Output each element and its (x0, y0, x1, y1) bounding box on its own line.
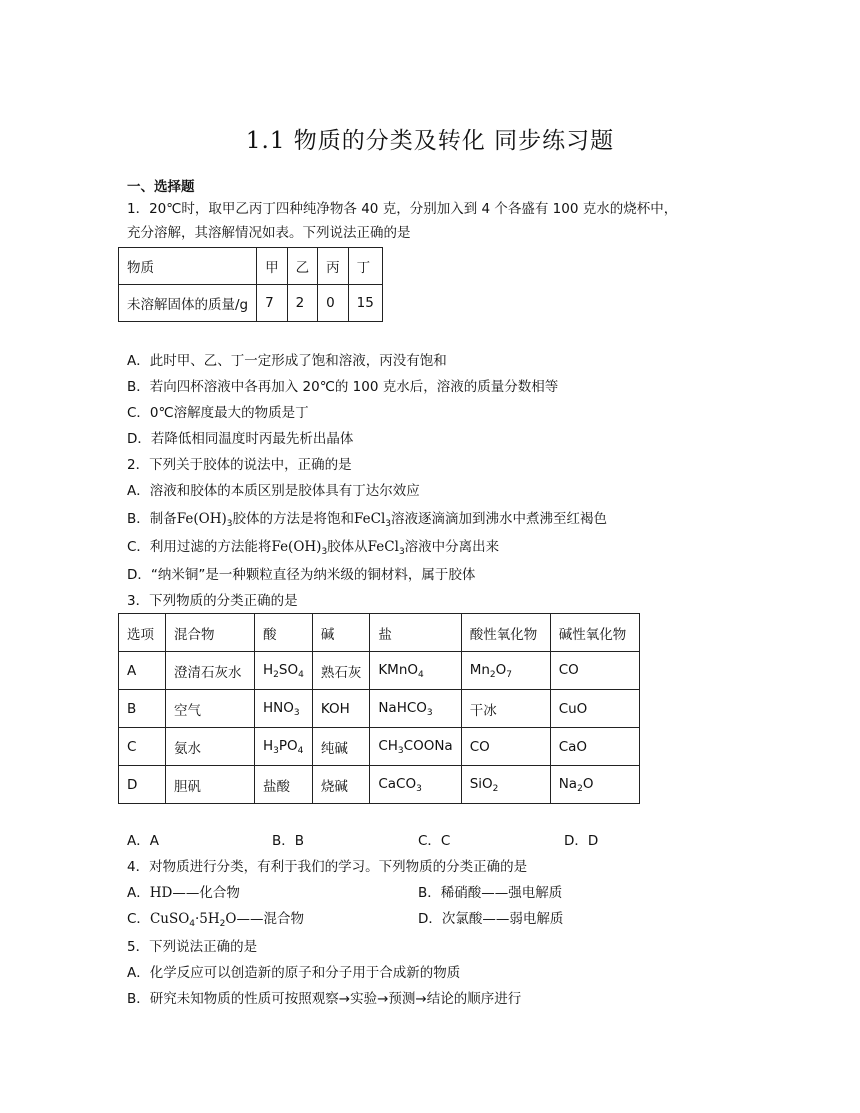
formula: Fe(OH) (176, 511, 227, 527)
table-cell: 干冰 (461, 690, 550, 728)
section-heading: 一、选择题 (127, 179, 195, 195)
table-cell: 未溶解固体的质量/g (119, 285, 257, 322)
table-cell: 物质 (119, 248, 257, 285)
table-cell: $H_2SO_4$ (255, 652, 313, 690)
q3-table (118, 613, 640, 804)
subscript: 3 (321, 547, 328, 557)
table-cell: KMnO$_4$ (370, 652, 461, 690)
q3-option-a: A．A (127, 833, 159, 849)
table-row (119, 285, 383, 322)
table-row (119, 248, 383, 285)
text-fragment: B．制备 (127, 511, 177, 527)
table-cell: 胆矾 (166, 766, 255, 804)
table-cell: 烧碱 (312, 766, 370, 804)
q3-option-d: D．D (564, 833, 599, 849)
q2-stem: 2．下列关于胶体的说法中，正确的是 (127, 457, 352, 473)
table-cell: 丙 (318, 248, 349, 285)
table-cell: 空气 (166, 690, 255, 728)
q2-option-d: D．“纳米铜”是一种颗粒直径为纳米级的铜材料，属于胶体 (127, 567, 476, 583)
q3-option-c: C．C (418, 833, 451, 849)
text-fragment: 胶体的方法是将饱和 (232, 511, 354, 527)
q3-option-b: B．B (272, 833, 305, 849)
table-cell: KOH (312, 690, 370, 728)
q4-option-d: D．次氯酸——弱电解质 (418, 911, 564, 927)
q1-stem-line2: 充分溶解，其溶解情况如表。下列说法正确的是 (127, 225, 411, 241)
table-cell: $Mn_2O_7$ (461, 652, 550, 690)
q1-option-c: C．0℃溶解度最大的物质是丁 (127, 405, 309, 421)
table-header: 碱性氧化物 (550, 614, 639, 652)
table-cell: $Na_2O$ (550, 766, 639, 804)
q3-stem: 3．下列物质的分类正确的是 (127, 593, 298, 609)
table-header: 碱 (312, 614, 370, 652)
table-cell: $H_3PO_4$ (255, 728, 313, 766)
table-cell: $HNO_3$ (255, 690, 313, 728)
table-cell: C (119, 728, 166, 766)
table-row (119, 766, 640, 804)
table-cell: $CH_3COONa$ (370, 728, 461, 766)
table-cell: 澄清石灰水 (166, 652, 255, 690)
table-cell: 2 (287, 285, 318, 322)
table-cell: NaHCO$_3$ (370, 690, 461, 728)
q2-option-b (127, 507, 607, 529)
q2-option-a: A．溶液和胶体的本质区别是胶体具有丁达尔效应 (127, 483, 420, 499)
table-cell: 盐酸 (255, 766, 313, 804)
table-cell: CaCO$_3$ (370, 766, 461, 804)
table-cell: SiO$_2$ (461, 766, 550, 804)
q4-option-a: A．HD——化合物 (127, 885, 240, 901)
table-cell: 甲 (257, 248, 288, 285)
formula: FeCl (367, 539, 399, 555)
table-cell: 15 (348, 285, 382, 322)
q5-stem: 5．下列说法正确的是 (127, 939, 258, 955)
q4-option-c: C．$CuSO_4\cdot 5H_2O——$混合物 (127, 911, 304, 929)
q1-option-a: A．此时甲、乙、丁一定形成了饱和溶液，丙没有饱和 (127, 353, 447, 369)
q1-stem-line1: 1．20℃时，取甲乙丙丁四种纯净物各 40 克，分别加入到 4 个各盛有 100 克水的烧杯中， (127, 201, 678, 217)
q5-option-b: B．研究未知物质的性质可按照观察→实验→预测→结论的顺序进行 (127, 991, 522, 1007)
table-row (119, 728, 640, 766)
table-row (119, 614, 640, 652)
table-cell: CuO (550, 690, 639, 728)
q5-option-a: A．化学反应可以创造新的原子和分子用于合成新的物质 (127, 965, 461, 981)
table-cell: CO (550, 652, 639, 690)
table-row (119, 652, 640, 690)
table-cell: 0 (318, 285, 349, 322)
table-cell: D (119, 766, 166, 804)
q1-option-d: D．若降低相同温度时丙最先析出晶体 (127, 431, 354, 447)
table-cell: 7 (257, 285, 288, 322)
table-cell: 乙 (287, 248, 318, 285)
table-header: 盐 (370, 614, 461, 652)
q1-option-b: B．若向四杯溶液中各再加入 20℃的 100 克水后，溶液的质量分数相等 (127, 379, 559, 395)
q2-option-c (127, 535, 499, 557)
text-fragment: 溶液中分离出来 (404, 539, 500, 555)
subscript: 3 (385, 519, 391, 529)
subscript: 3 (398, 547, 405, 557)
q1-table (118, 247, 383, 322)
table-cell: CaO (550, 728, 639, 766)
text-fragment: 溶液逐滴滴加到沸水中煮沸至红褐色 (391, 511, 607, 527)
q4-stem: 4．对物质进行分类，有利于我们的学习。下列物质的分类正确的是 (127, 859, 528, 875)
text-fragment: 胶体从 (327, 539, 368, 555)
q4-option-b: B．稀硝酸——强电解质 (418, 885, 563, 901)
page-title: 1.1 物质的分类及转化 同步练习题 (245, 128, 615, 154)
table-header: 酸 (255, 614, 313, 652)
table-header: 混合物 (166, 614, 255, 652)
table-cell: 丁 (348, 248, 382, 285)
table-cell: CO (461, 728, 550, 766)
table-cell: 氨水 (166, 728, 255, 766)
text-fragment: C．利用过滤的方法能将 (127, 539, 272, 555)
table-cell: 纯碱 (312, 728, 370, 766)
table-cell: 熟石灰 (312, 652, 370, 690)
table-row (119, 690, 640, 728)
table-header: 选项 (119, 614, 166, 652)
subscript: 3 (226, 519, 233, 529)
formula: FeCl (354, 511, 386, 527)
table-cell: B (119, 690, 166, 728)
formula: Fe(OH) (271, 539, 322, 555)
table-header: 酸性氧化物 (461, 614, 550, 652)
table-cell: A (119, 652, 166, 690)
